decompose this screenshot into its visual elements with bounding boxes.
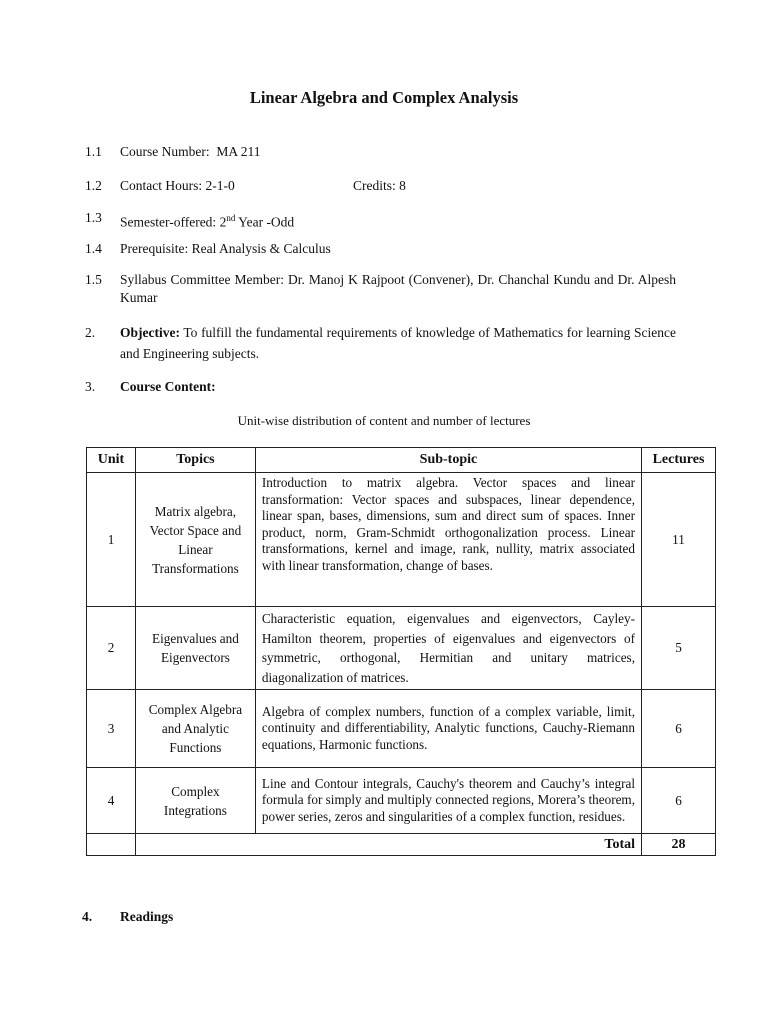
table-header-row	[87, 448, 716, 473]
lectures-cell: 6	[642, 768, 716, 834]
header-unit: Unit	[87, 448, 136, 473]
content-table	[86, 447, 716, 856]
course-number-label: Course Number:	[120, 144, 210, 159]
subtopic-cell: Algebra of complex numbers, function of a complex variable, limit, continuity and differentiability, Analytic functions, Cauchy-Riemann equations, Harmonic functions.	[255, 690, 641, 768]
table-caption: Unit-wise distribution of content and number of lectures	[237, 413, 531, 428]
lectures-cell: 11	[642, 473, 716, 607]
topic-cell: Complex Algebra and Analytic Functions	[135, 690, 255, 768]
item-number: 1.2	[85, 178, 102, 193]
subtopic-cell: Introduction to matrix algebra. Vector spaces and linear transformation: Vector spaces and subspaces, linear dependence, linear span, bases, dimensions, sum and direct sum of spaces. Inner product, norm, Gram-Schmidt orthogonalization process. Linear transformations, kernel and image, rank, nullity, matrix associated with linear transformation, change of bases.	[255, 473, 641, 607]
total-label: Total	[135, 834, 641, 856]
total-value: 28	[642, 834, 716, 856]
unit-cell: 3	[87, 690, 136, 768]
objective-text	[120, 322, 676, 364]
empty-cell	[87, 834, 136, 856]
item-number: 1.4	[85, 241, 102, 256]
table-row	[87, 768, 716, 834]
header-lectures: Lectures	[642, 448, 716, 473]
semester-rest: Year -Odd	[235, 214, 295, 230]
section-number: 2.	[85, 325, 96, 340]
contact-hours-text: Contact Hours: 2-1-0	[120, 178, 235, 193]
course-content-label: Course Content:	[120, 379, 216, 394]
section-number: 3.	[85, 379, 96, 394]
subtopic-cell: Line and Contour integrals, Cauchy's theorem and Cauchy’s integral formula for simply and multiply connected regions, Morera’s theorem, power series, zeros and singularities of a complex function, residues.	[255, 768, 641, 834]
topic-cell: Complex Integrations	[135, 768, 255, 834]
table-row	[87, 607, 716, 690]
topic-cell: Matrix algebra, Vector Space and Linear Transformations	[135, 473, 255, 607]
document-title: Linear Algebra and Complex Analysis	[249, 88, 519, 107]
subtopic-cell: Characteristic equation, eigenvalues and eigenvectors, Cayley-Hamilton theorem, properties of eigenvalues and eigenvectors of symmetric, orthogonal, Hermitian and unitary matrices, diagonalization of matrices.	[255, 607, 641, 690]
credits-text: Credits: 8	[353, 178, 406, 193]
readings-label: Readings	[120, 909, 174, 924]
total-row	[87, 834, 716, 856]
topic-cell: Eigenvalues and Eigenvectors	[135, 607, 255, 690]
unit-cell: 2	[87, 607, 136, 690]
objective-label: Objective:	[120, 325, 180, 340]
item-number: 1.5	[85, 272, 102, 287]
semester-text	[120, 209, 676, 232]
lectures-cell: 6	[642, 690, 716, 768]
unit-cell: 1	[87, 473, 136, 607]
objective-body: To fulfill the fundamental requirements of knowledge of Mathematics for learning Science and Engineering subjects.	[120, 325, 676, 361]
committee-text: Syllabus Committee Member: Dr. Manoj K Rajpoot (Convener), Dr. Chanchal Kundu and Dr. Alpesh Kumar	[120, 272, 676, 305]
item-number: 1.3	[85, 210, 102, 225]
section-number: 4.	[82, 909, 93, 924]
header-subtopic: Sub-topic	[255, 448, 641, 473]
unit-cell: 4	[87, 768, 136, 834]
table-row	[87, 473, 716, 607]
semester-label: Semester-offered: 2	[120, 214, 227, 230]
item-number: 1.1	[85, 144, 102, 159]
course-number-value: MA 211	[216, 144, 261, 159]
lectures-cell: 5	[642, 607, 716, 690]
table-row	[87, 690, 716, 768]
prerequisite-text: Prerequisite: Real Analysis & Calculus	[120, 241, 331, 256]
semester-sup: nd	[226, 213, 236, 223]
item-text	[120, 143, 676, 161]
header-topics: Topics	[135, 448, 255, 473]
